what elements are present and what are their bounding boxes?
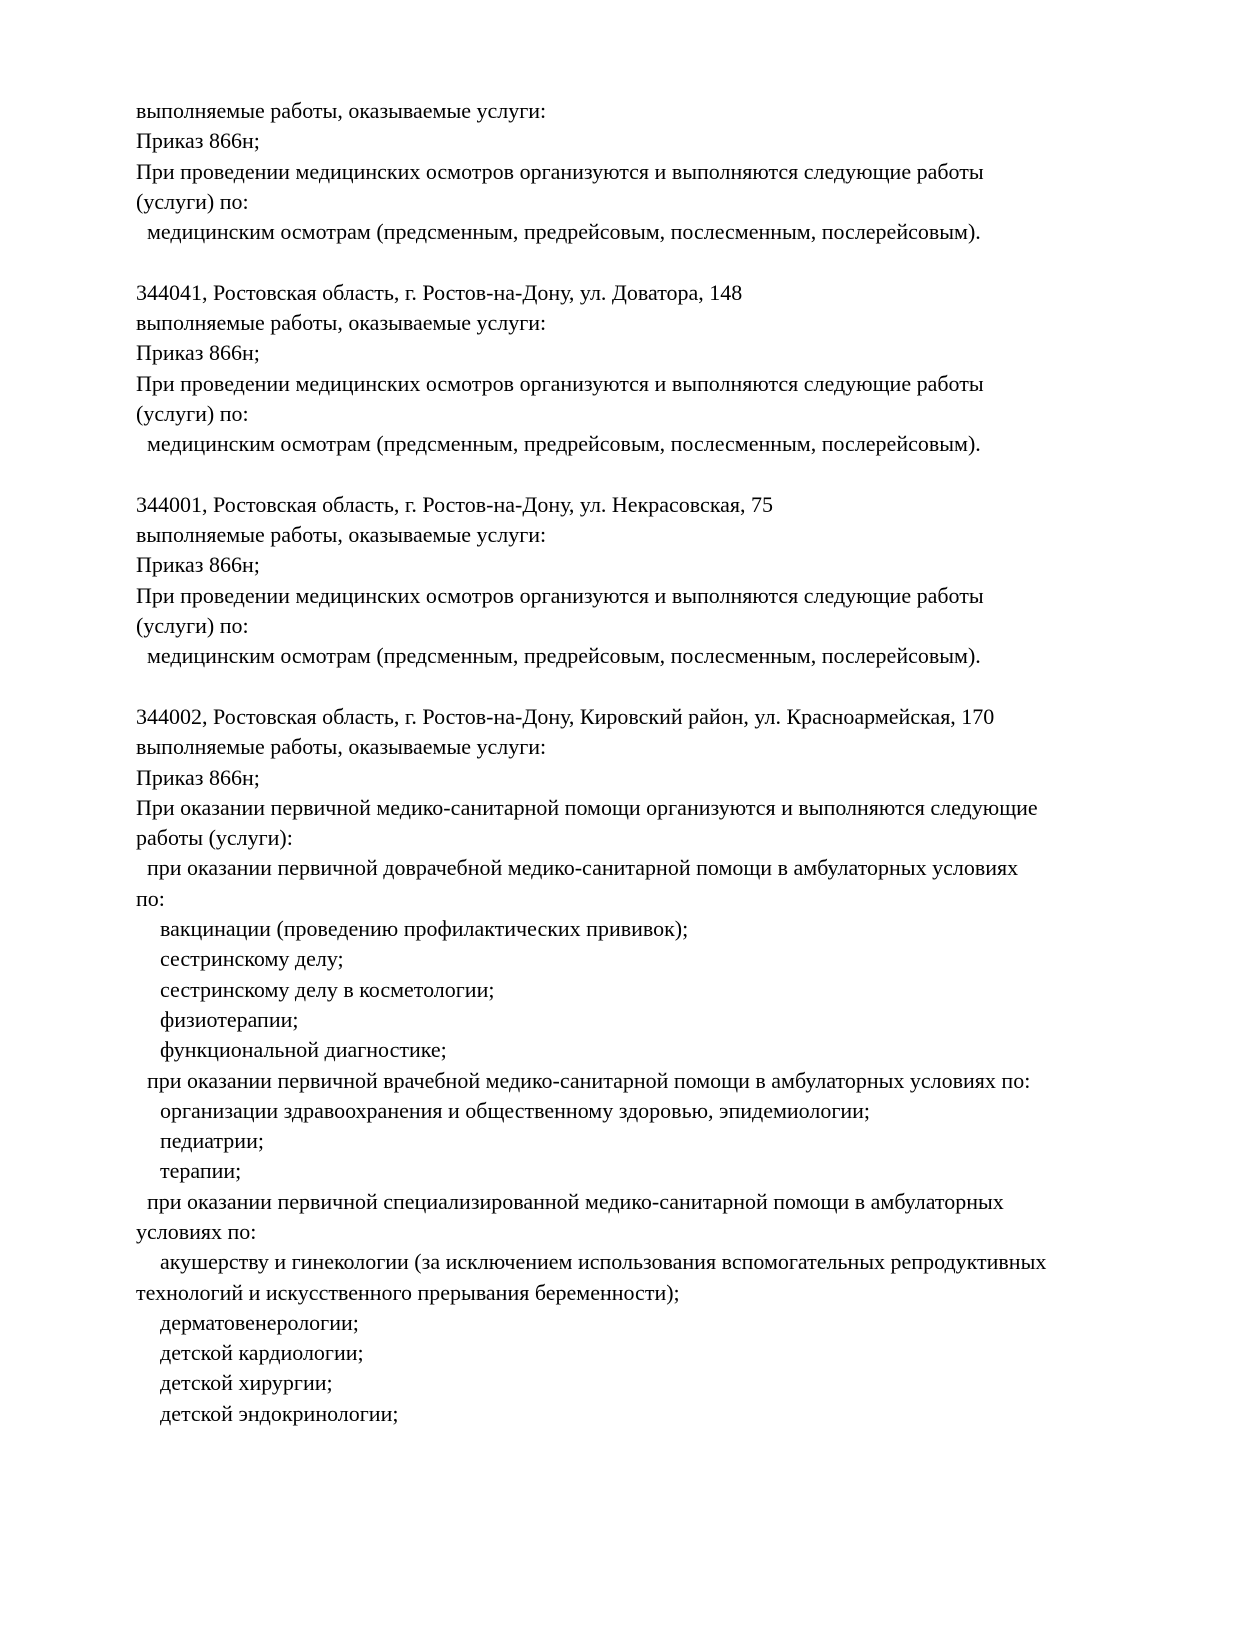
doc-line: При проведении медицинских осмотров организуются и выполняются следующие работы [136,582,984,608]
doc-line: функциональной диагностике; [160,1037,447,1063]
doc-line: (услуги) по: [136,400,249,426]
address-line: 344001, Ростовская область, г. Ростов-на-Дону, ул. Некрасовская, 75 [136,491,774,517]
license-entry [136,490,1186,672]
blank-line [136,672,1186,702]
license-entry-continuation [136,96,1186,247]
address-line: 344041, Ростовская область, г. Ростов-на-Дону, ул. Доватора, 148 [136,279,743,305]
doc-line: по: [136,885,165,911]
doc-line: выполняемые работы, оказываемые услуги: [136,310,547,336]
doc-line: При проведении медицинских осмотров организуются и выполняются следующие работы [136,158,984,184]
license-entry [136,702,1186,1429]
doc-line: детской эндокринологии; [160,1400,399,1426]
doc-line: при оказании первичной доврачебной медико-санитарной помощи в амбулаторных условиях [147,855,1019,881]
doc-line: при оказании первичной врачебной медико-санитарной помощи в амбулаторных условиях по: [147,1067,1031,1093]
doc-line: организации здравоохранения и общественному здоровью, эпидемиологии; [160,1097,871,1123]
doc-line: При проведении медицинских осмотров организуются и выполняются следующие работы [136,370,984,396]
doc-line: работы (услуги): [136,825,293,851]
doc-line: (услуги) по: [136,613,249,639]
doc-line: дерматовенерологии; [160,1309,359,1335]
doc-line: выполняемые работы, оказываемые услуги: [136,734,547,760]
doc-line: технологий и искусственного прерывания беременности); [136,1279,680,1305]
doc-line: акушерству и гинекологии (за исключением использования вспомогательных репродуктивных [160,1249,1047,1275]
doc-line: Приказ 866н; [136,764,260,790]
doc-line: медицинским осмотрам (предсменным, предрейсовым, послесменным, послерейсовым). [147,643,981,669]
doc-line: детской хирургии; [160,1370,333,1396]
document-page [136,96,1186,1429]
doc-line: Приказ 866н; [136,340,260,366]
doc-line: Приказ 866н; [136,552,260,578]
doc-line: вакцинации (проведению профилактических прививок); [160,916,689,942]
doc-line: медицинским осмотрам (предсменным, предрейсовым, послесменным, послерейсовым). [147,431,981,457]
doc-line: педиатрии; [160,1128,264,1154]
doc-line: При оказании первичной медико-санитарной помощи организуются и выполняются следующие [136,794,1038,820]
address-line: 344002, Ростовская область, г. Ростов-на-Дону, Кировский район, ул. Красноармейская, 170 [136,703,995,729]
blank-line [136,460,1186,490]
doc-line: при оказании первичной специализированной медико-санитарной помощи в амбулаторных [147,1188,1004,1214]
doc-line: терапии; [160,1158,242,1184]
doc-line: выполняемые работы, оказываемые услуги: [136,98,547,123]
doc-line: физиотерапии; [160,1006,299,1032]
doc-line: (услуги) по: [136,188,249,214]
blank-line [136,247,1186,277]
doc-line: сестринскому делу; [160,946,344,972]
doc-line: Приказ 866н; [136,128,260,154]
doc-line: сестринскому делу в косметологии; [160,976,495,1002]
doc-line: детской кардиологии; [160,1340,364,1366]
doc-line: медицинским осмотрам (предсменным, предрейсовым, послесменным, послерейсовым). [147,219,981,245]
doc-line: выполняемые работы, оказываемые услуги: [136,522,547,548]
license-entry [136,278,1186,460]
doc-line: условиях по: [136,1218,257,1244]
